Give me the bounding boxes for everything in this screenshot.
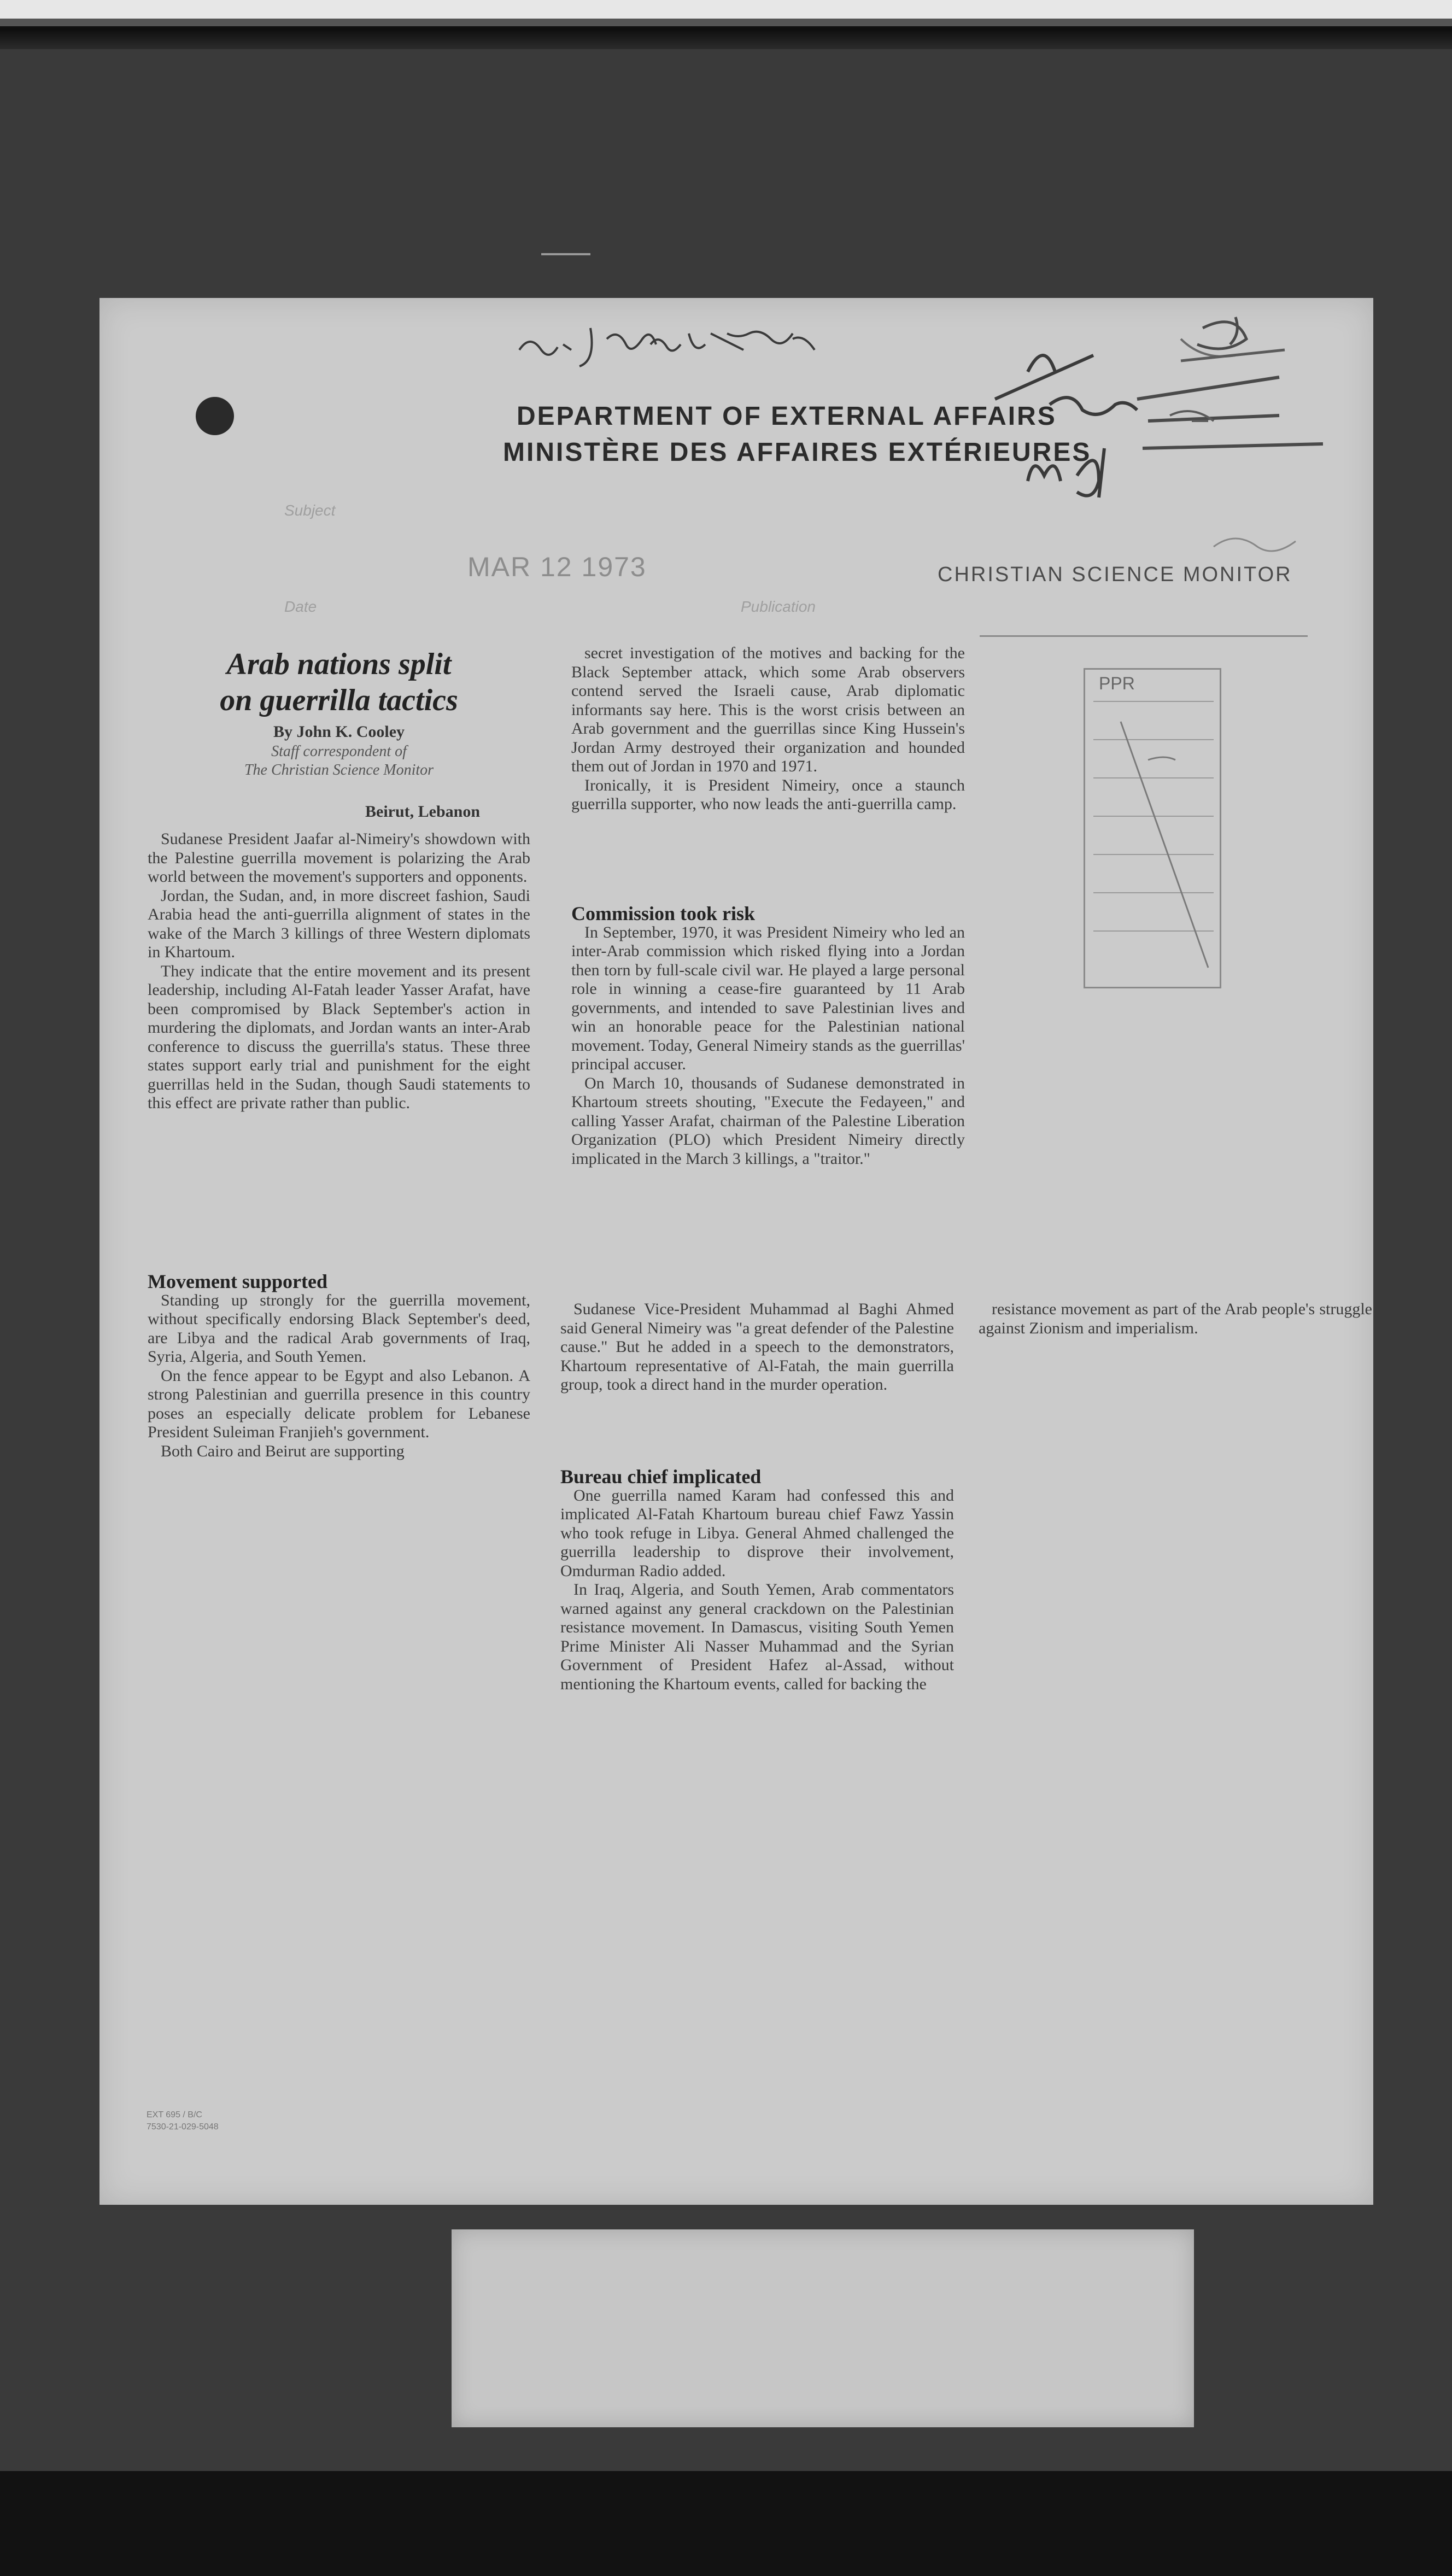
form-rule <box>980 635 1308 637</box>
paragraph: In September, 1970, it was President Nimeiry who led an inter-Arab commission which risked flying into a Jordan then torn by full-scale civil war. He played a large personal role in winning a cease-fire guaranteed by 11 Arab governments, and intended to save Palestinian lives and win an honorable peace for the Palestinian national movement. Today, General Nimeiry stands as the guerrillas' principal accuser. <box>571 923 965 1073</box>
subheading-commission: Commission took risk <box>571 903 756 924</box>
paragraph: secret investigation of the motives and backing for the Black September attack, which some Arab observers contend served the Israeli cause, Arab diplomatic informants say here. This is the worst crisis between an Arab government and the guerrillas since King Hussein's Jordan Army destroyed their organization and hounded them out of Jordan in 1970 and 1971. <box>571 644 965 775</box>
paragraph: Jordan, the Sudan, and, in more discreet fashion, Saudi Arabia head the anti-guerrilla alignment of states in the wake of the March 3 killings of three Western diplomats in Khartoum. <box>148 886 530 961</box>
headline-line-1: Arab nations split <box>226 647 452 681</box>
date-label: Date <box>284 598 317 615</box>
article-column-3 <box>560 1300 954 1424</box>
article-column-3-lower <box>560 1467 954 1784</box>
subheading-movement: Movement supported <box>148 1271 327 1292</box>
article-headline <box>164 646 514 718</box>
article-column-1-lower <box>148 1272 530 1532</box>
handwritten-annotation <box>508 312 946 383</box>
publication-name: CHRISTIAN SCIENCE MONITOR <box>938 563 1292 586</box>
paragraph: resistance movement as part of the Arab people's struggle against Zionism and imperialism. <box>979 1300 1372 1337</box>
paragraph: Sudanese President Jaafar al-Nimeiry's showdown with the Palestine guerrilla movement is polarizing the Arab world between the movement's supporters and opponents. <box>148 830 530 886</box>
subheading-bureau: Bureau chief implicated <box>560 1466 762 1488</box>
punch-hole <box>196 397 234 435</box>
letterhead-english: DEPARTMENT OF EXTERNAL AFFAIRS <box>517 402 1057 431</box>
ppr-diagonal-mark <box>1115 711 1214 973</box>
subject-label: Subject <box>284 502 336 519</box>
form-number-line-1: EXT 695 / B/C <box>147 2110 202 2120</box>
ppr-label: PPR <box>1099 674 1135 693</box>
credit-line-1: Staff correspondent of <box>271 743 407 760</box>
dateline: Beirut, Lebanon <box>365 803 481 821</box>
date-stamp: MAR 12 1973 <box>467 552 647 582</box>
publication-label: Publication <box>741 598 816 615</box>
letterhead-french: MINISTÈRE DES AFFAIRES EXTÉRIEURES <box>503 438 1092 467</box>
paragraph: Ironically, it is President Nimeiry, once a staunch guerrilla supporter, who now leads the anti-guerrilla camp. <box>571 776 965 813</box>
article-column-2-lower <box>571 904 965 1296</box>
article-column-2 <box>571 644 965 886</box>
credit-line-2: The Christian Science Monitor <box>244 762 434 778</box>
paragraph: Sudanese Vice-President Muhammad al Baghi Ahmed said General Nimeiry was "a great defender of the Palestine cause." But he added in a speech to the demonstrators, Khartoum representative of Al-Fatah, the main guerrilla group, took a direct hand in the murder operation. <box>560 1300 954 1394</box>
article-column-4 <box>979 1300 1372 1338</box>
form-number <box>147 2109 219 2133</box>
film-strip-dark <box>0 19 1452 26</box>
paragraph: Standing up strongly for the guerrilla movement, without specifically endorsing Black September's deed, are Libya and the radical Arab governments of Iraq, Syria, Algeria, and South Yemen. <box>148 1291 530 1366</box>
paragraph: On the fence appear to be Egypt and also Lebanon. A strong Palestinian and guerrilla presence in this country poses an especially delicate problem for Lebanese President Suleiman Franjieh's government. <box>148 1366 530 1441</box>
paragraph: In Iraq, Algeria, and South Yemen, Arab commentators warned against any general crackdown on the Palestinian resistance movement. In Damascus, visiting South Yemen Prime Minister Ali Nasser Muhammad and the Syrian Government of President Hafez al-Assad, without mentioning the Khartoum events, called for backing the <box>560 1580 954 1693</box>
credit <box>164 742 514 780</box>
film-border-bottom <box>0 2471 1452 2576</box>
film-mark <box>541 253 590 255</box>
headline-line-2: on guerrilla tactics <box>220 683 458 717</box>
paragraph: One guerrilla named Karam had confessed this and implicated Al-Fatah Khartoum bureau chief Fawz Yassin who took refuge in Libya. General Ahmed challenged the guerrilla leadership to disprove their involvement, Omdurman Radio added. <box>560 1486 954 1580</box>
form-number-line-2: 7530-21-029-5048 <box>147 2122 219 2132</box>
film-strip-light <box>0 0 1452 19</box>
article-column-1 <box>148 830 530 1232</box>
blank-card <box>452 2229 1194 2427</box>
paragraph: On March 10, thousands of Sudanese demonstrated in Khartoum streets shouting, "Execute the Fedayeen," and calling Yasser Arafat, chairman of the Palestine Liberation Organization (PLO) which President Nimeiry directly implicated in the March 3 killings, a "traitor." <box>571 1074 965 1168</box>
paragraph: Both Cairo and Beirut are supporting <box>161 1442 405 1460</box>
ppr-line <box>1093 701 1214 702</box>
byline: By John K. Cooley <box>273 723 405 741</box>
paragraph: They indicate that the entire movement and its present leadership, including Al-Fatah leader Yasser Arafat, have been compromised by Black September's action in murdering the diplomats, and Jordan wants an inter-Arab conference to discuss the guerrilla's status. These three states support early trial and punishment for the eight guerrillas held in the Sudan, though Saudi statements to this effect are private rather than public. <box>148 962 530 1112</box>
